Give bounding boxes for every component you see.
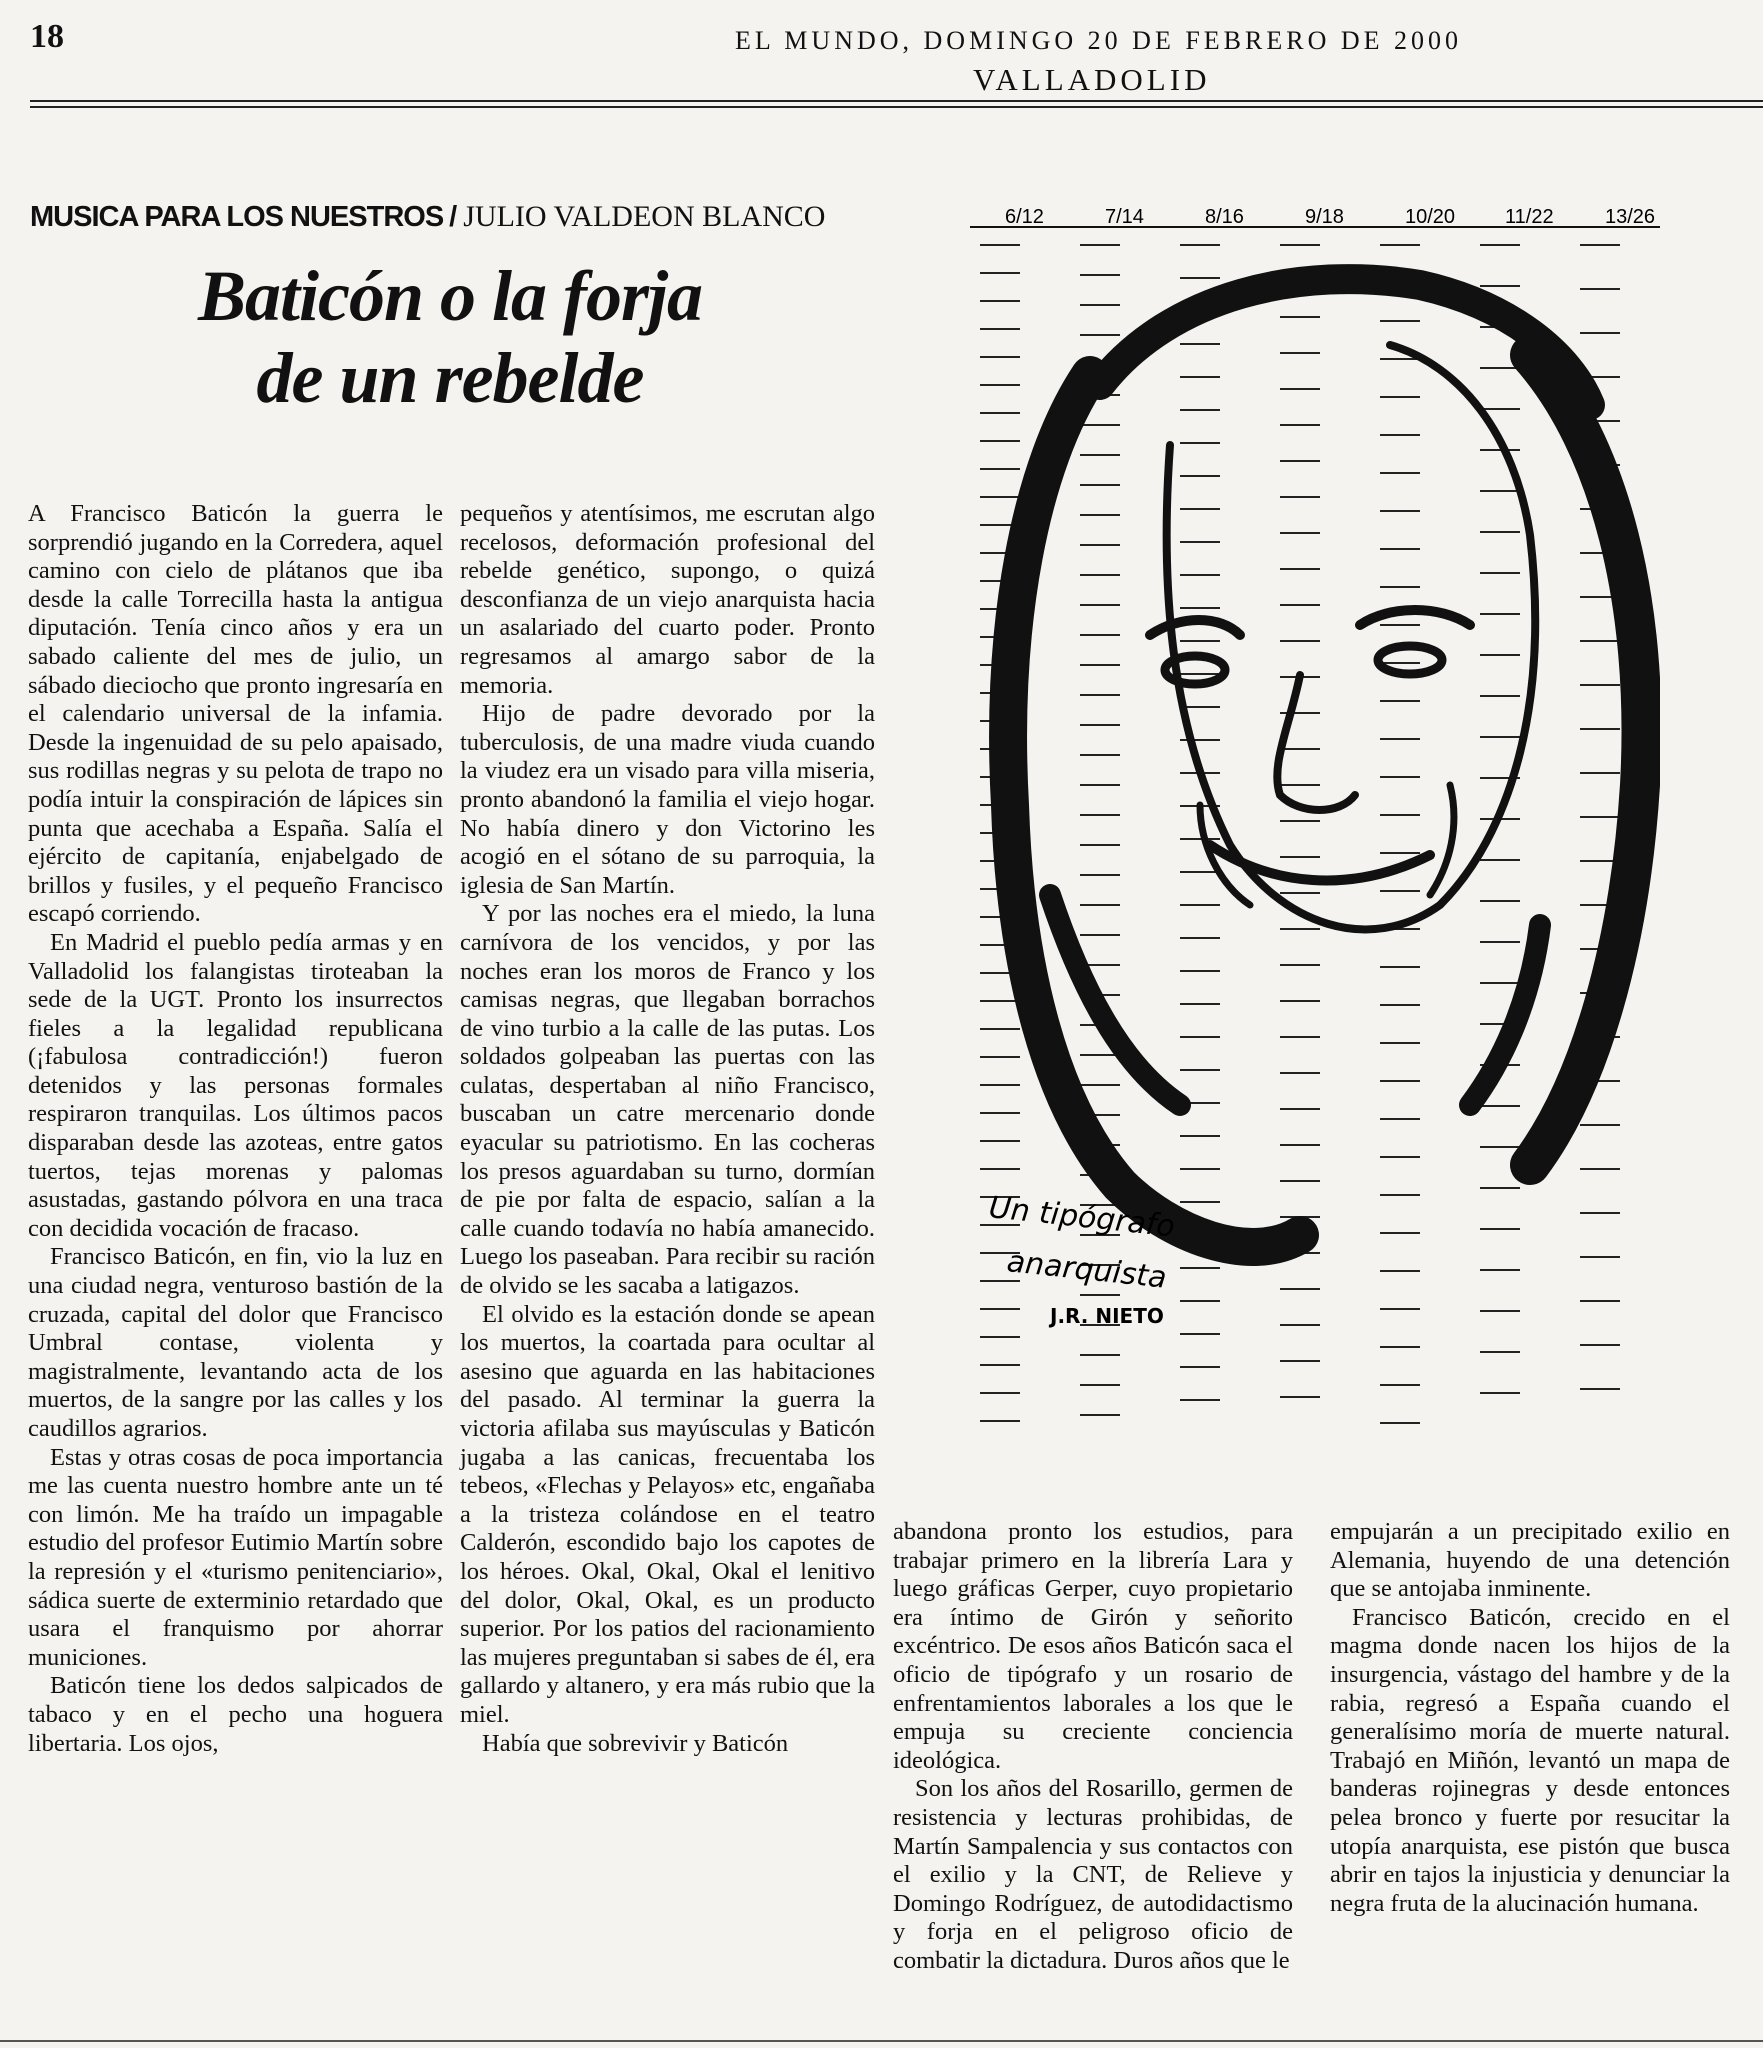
portrait-illustration [970,205,1660,1485]
hair-left [1008,375,1300,1247]
headline-line-1: Baticón o la forja [197,256,703,336]
paragraph: empujarán a un precipitado exilio en Alemania, huyendo de una detención que se antojaba inminente. [1330,1518,1730,1603]
ruler-headers [1005,206,1655,228]
hair-right [1530,355,1642,1165]
paragraph: pequeños y atentísimos, me escrutan algo recelosos, deformación profesional del rebelde genético, supongo, o quizá desconfianza de un viejo anarquista hacia un asalariado del cuarto poder. Pronto regresamos al amargo sabor de la memoria. [460,500,875,699]
ruler-header-label: 11/22 [1505,206,1554,228]
paragraph: Estas y otras cosas de poca importancia me las cuenta nuestro hombre ante un té con limón. Me ha traído un impagable estudio del profesor Eutimio Martín sobre la represión y el «turismo penitenciario», sádica suerte de exterminio retardado que usara el franquismo por ahorrar municiones. [28,1443,443,1671]
paragraph: Son los años del Rosarillo, germen de resistencia y lecturas prohibidas, de Martín Sampalencia y sus contactos con el exilio y la CNT, de Relieve y Domingo Rodríguez, de autodidactismo y forja en el peligroso oficio de combatir la dictadura. Duros años que le [893,1775,1293,1974]
ruler-header-label: 13/26 [1605,206,1656,228]
face-outline [1167,345,1536,929]
section-name: VALLADOLID [973,62,1211,97]
article-column-4 [1330,1518,1730,1918]
column-name: MUSICA PARA LOS NUESTROS [30,201,444,233]
page-bottom-rule [0,2040,1763,2042]
paragraph: A Francisco Baticón la guerra le sorprendió jugando en la Corredera, aquel camino con cielo de plátanos que iba desde la calle Torrecilla hasta la antigua diputación. Tenía cinco años y era un sabado caliente del mes de julio, un sábado dieciocho que pronto ingresaría en el calendario universal de la infamia. Desde la ingenuidad de su pelo apaisado, sus rodillas negras y su pelota de trapo no podía intuir la conspiración de lápices sin punta que acechaba a España. Salía el ejército de capitanía, enjabelgado de brillos y fusiles, y el pequeño Francisco escapó corriendo. [28,500,443,928]
article-column-2 [460,500,875,1758]
paragraph: El olvido es la estación donde se apean los muertos, la coartada para ocultar al asesino que aguarda en las habitaciones del pasado. Al terminar la guerra la victoria afilaba sus mayúsculas y Baticón jugaba a las canicas, frecuentaba los tebeos, «Flechas y Pelayos» etc, engañaba a la tristeza colándose en el teatro Calderón, escondido bajo los capotes de los héroes. Okal, Okal, Okal el lenitivo del dolor, Okal, Okal, es un producto superior. Por los patios del racionamiento las mujeres preguntaban si sabes de él, era gallardo y altanero, y era más rubio que la miel. [460,1300,875,1728]
author-byline: JULIO VALDEON BLANCO [463,200,826,233]
eye-right [1378,646,1442,674]
kicker-separator: / [449,201,458,233]
dateline: EL MUNDO, DOMINGO 20 DE FEBRERO DE 2000 [735,26,1463,55]
ruler-header-label: 10/20 [1405,206,1456,228]
ruler-header-label: 9/18 [1305,206,1344,228]
headline-line-2: de un rebelde [256,338,644,418]
ruler-header-label: 7/14 [1105,206,1144,228]
paragraph: En Madrid el pueblo pedía armas y en Valladolid los falangistas tiroteaban la sede de la UGT. Pronto los insurrectos fieles a la legalidad republicana (¡fabulosa contradicción!) fueron detenidos y las personas formales respiraron tranquilas. Los últimos pacos disparaban desde las azoteas, entre gatos tuertos, tejas morenas y palomas asustadas, gastando pólvora en una traca con decidida vocación de fracaso. [28,928,443,1242]
paragraph: Había que sobrevivir y Baticón [482,1729,789,1757]
header-rule-bottom [30,106,1763,108]
nose [1277,675,1355,810]
ruler-header-label: 6/12 [1005,206,1044,228]
portrait-inscription-line-1: Un tipógrafo [987,1190,1177,1245]
paragraph: Baticón tiene los dedos salpicados de tabaco y en el pecho una hoguera libertaria. Los ojos, [28,1672,443,1757]
mouth [1210,845,1430,880]
ruler-header-label: 8/16 [1205,206,1244,228]
paragraph: Francisco Baticón, crecido en el magma donde nacen los hijos de la insurgencia, vástago del hambre y de la rabia, regresó a España cuando el generalísimo moría de muerte natural. Trabajó en Miñón, levantó un mapa de banderas rojinegras y desde entonces pelea bronco y fuerte por resucitar la utopía anarquista, ese pistón que busca abrir en tajos la injusticia y denunciar la negra fruta de la alucinación humana. [1330,1603,1730,1917]
cheek-right [1430,785,1454,895]
article-kicker [30,200,825,234]
paragraph: Y por las noches era el miedo, la luna carnívora de los vencidos, y por las noches eran los moros de Franco y los camisas negras, que llegaban borrachos de vino turbio a la calle de las putas. Los soldados golpeaban las puertas con las culatas, despertaban al niño Francisco, buscaban un catre mercenario donde eyacular su patriotismo. En las cocheras los presos aguardaban su turno, dormían de pie por falta de espacio, salían a la calle cuando todavía no había amanecido. Luego los paseaban. Para recibir su ración de olvido se les sacaba a latigazos. [460,900,875,1300]
header-rule-top [30,100,1763,102]
article-column-3 [893,1518,1293,1976]
brow-left [1150,620,1240,635]
artist-signature: J.R. NIETO [1050,1304,1164,1328]
headline [120,255,780,419]
paragraph: Francisco Baticón, en fin, vio la luz en una ciudad negra, venturoso bastión de la cruzada, capital del dolor que Francisco Umbral contase, violenta y magistralmente, levantando acta de los muertos, de la sangre por las calles y los caudillos agrarios. [28,1243,443,1442]
portrait-inscription-line-2: anarquista [1005,1244,1169,1296]
paragraph: abandona pronto los estudios, para trabajar primero en la librería Lara y luego gráficas Gerper, cuyo propietario era íntimo de Girón y señorito excéntrico. De esos años Baticón saca el oficio de tipógrafo y un rosario de enfrentamientos laborales a los que le empuja su creciente conciencia ideológica. [893,1518,1293,1774]
page-number: 18 [30,18,64,55]
article-column-1 [28,500,443,1758]
paragraph: Hijo de padre devorado por la tuberculosis, de una madre viuda cuando la viudez era un visado para villa miseria, pronto abandonó la familia el viejo hogar. No había dinero y don Victorino les acogió en el sótano de su parroquia, la iglesia de San Martín. [460,700,875,899]
brow-right [1360,610,1470,625]
